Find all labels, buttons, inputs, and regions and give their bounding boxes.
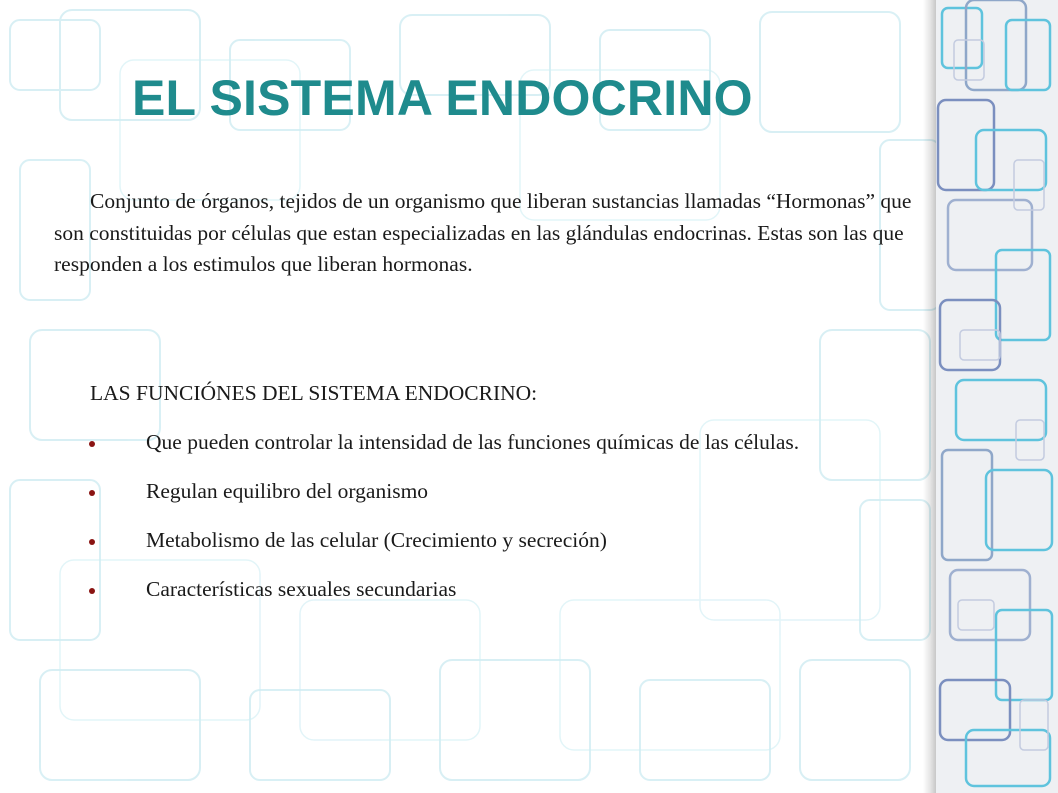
functions-list: [90, 428, 890, 624]
bullet-icon: [89, 441, 95, 447]
list-item-text: Características sexuales secundarias: [146, 577, 457, 601]
list-item-text: Metabolismo de las celular (Crecimiento y secreción): [146, 528, 607, 552]
list-item: [90, 428, 890, 457]
list-item: [90, 575, 890, 604]
bullet-icon: [89, 539, 95, 545]
list-item: [90, 477, 890, 506]
side-strip-pattern: [936, 0, 1058, 793]
slide-title: EL SISTEMA ENDOCRINO: [132, 70, 753, 126]
list-item: [90, 526, 890, 555]
bullet-icon: [89, 490, 95, 496]
list-item-text: Que pueden controlar la intensidad de las funciones químicas de las células.: [146, 430, 800, 454]
decorative-side-strip: [936, 0, 1058, 793]
functions-heading: LAS FUNCIÓNES DEL SISTEMA ENDOCRINO:: [90, 381, 538, 405]
list-item-text: Regulan equilibro del organismo: [146, 479, 429, 503]
intro-paragraph: Conjunto de órganos, tejidos de un organismo que liberan sustancias llamadas “Hormonas” que son constituidas por células que estan especializadas en las glándulas endocrinas. Estas son las que responden a los estimulos que liberan hormonas.: [54, 189, 912, 276]
bullet-icon: [89, 588, 95, 594]
